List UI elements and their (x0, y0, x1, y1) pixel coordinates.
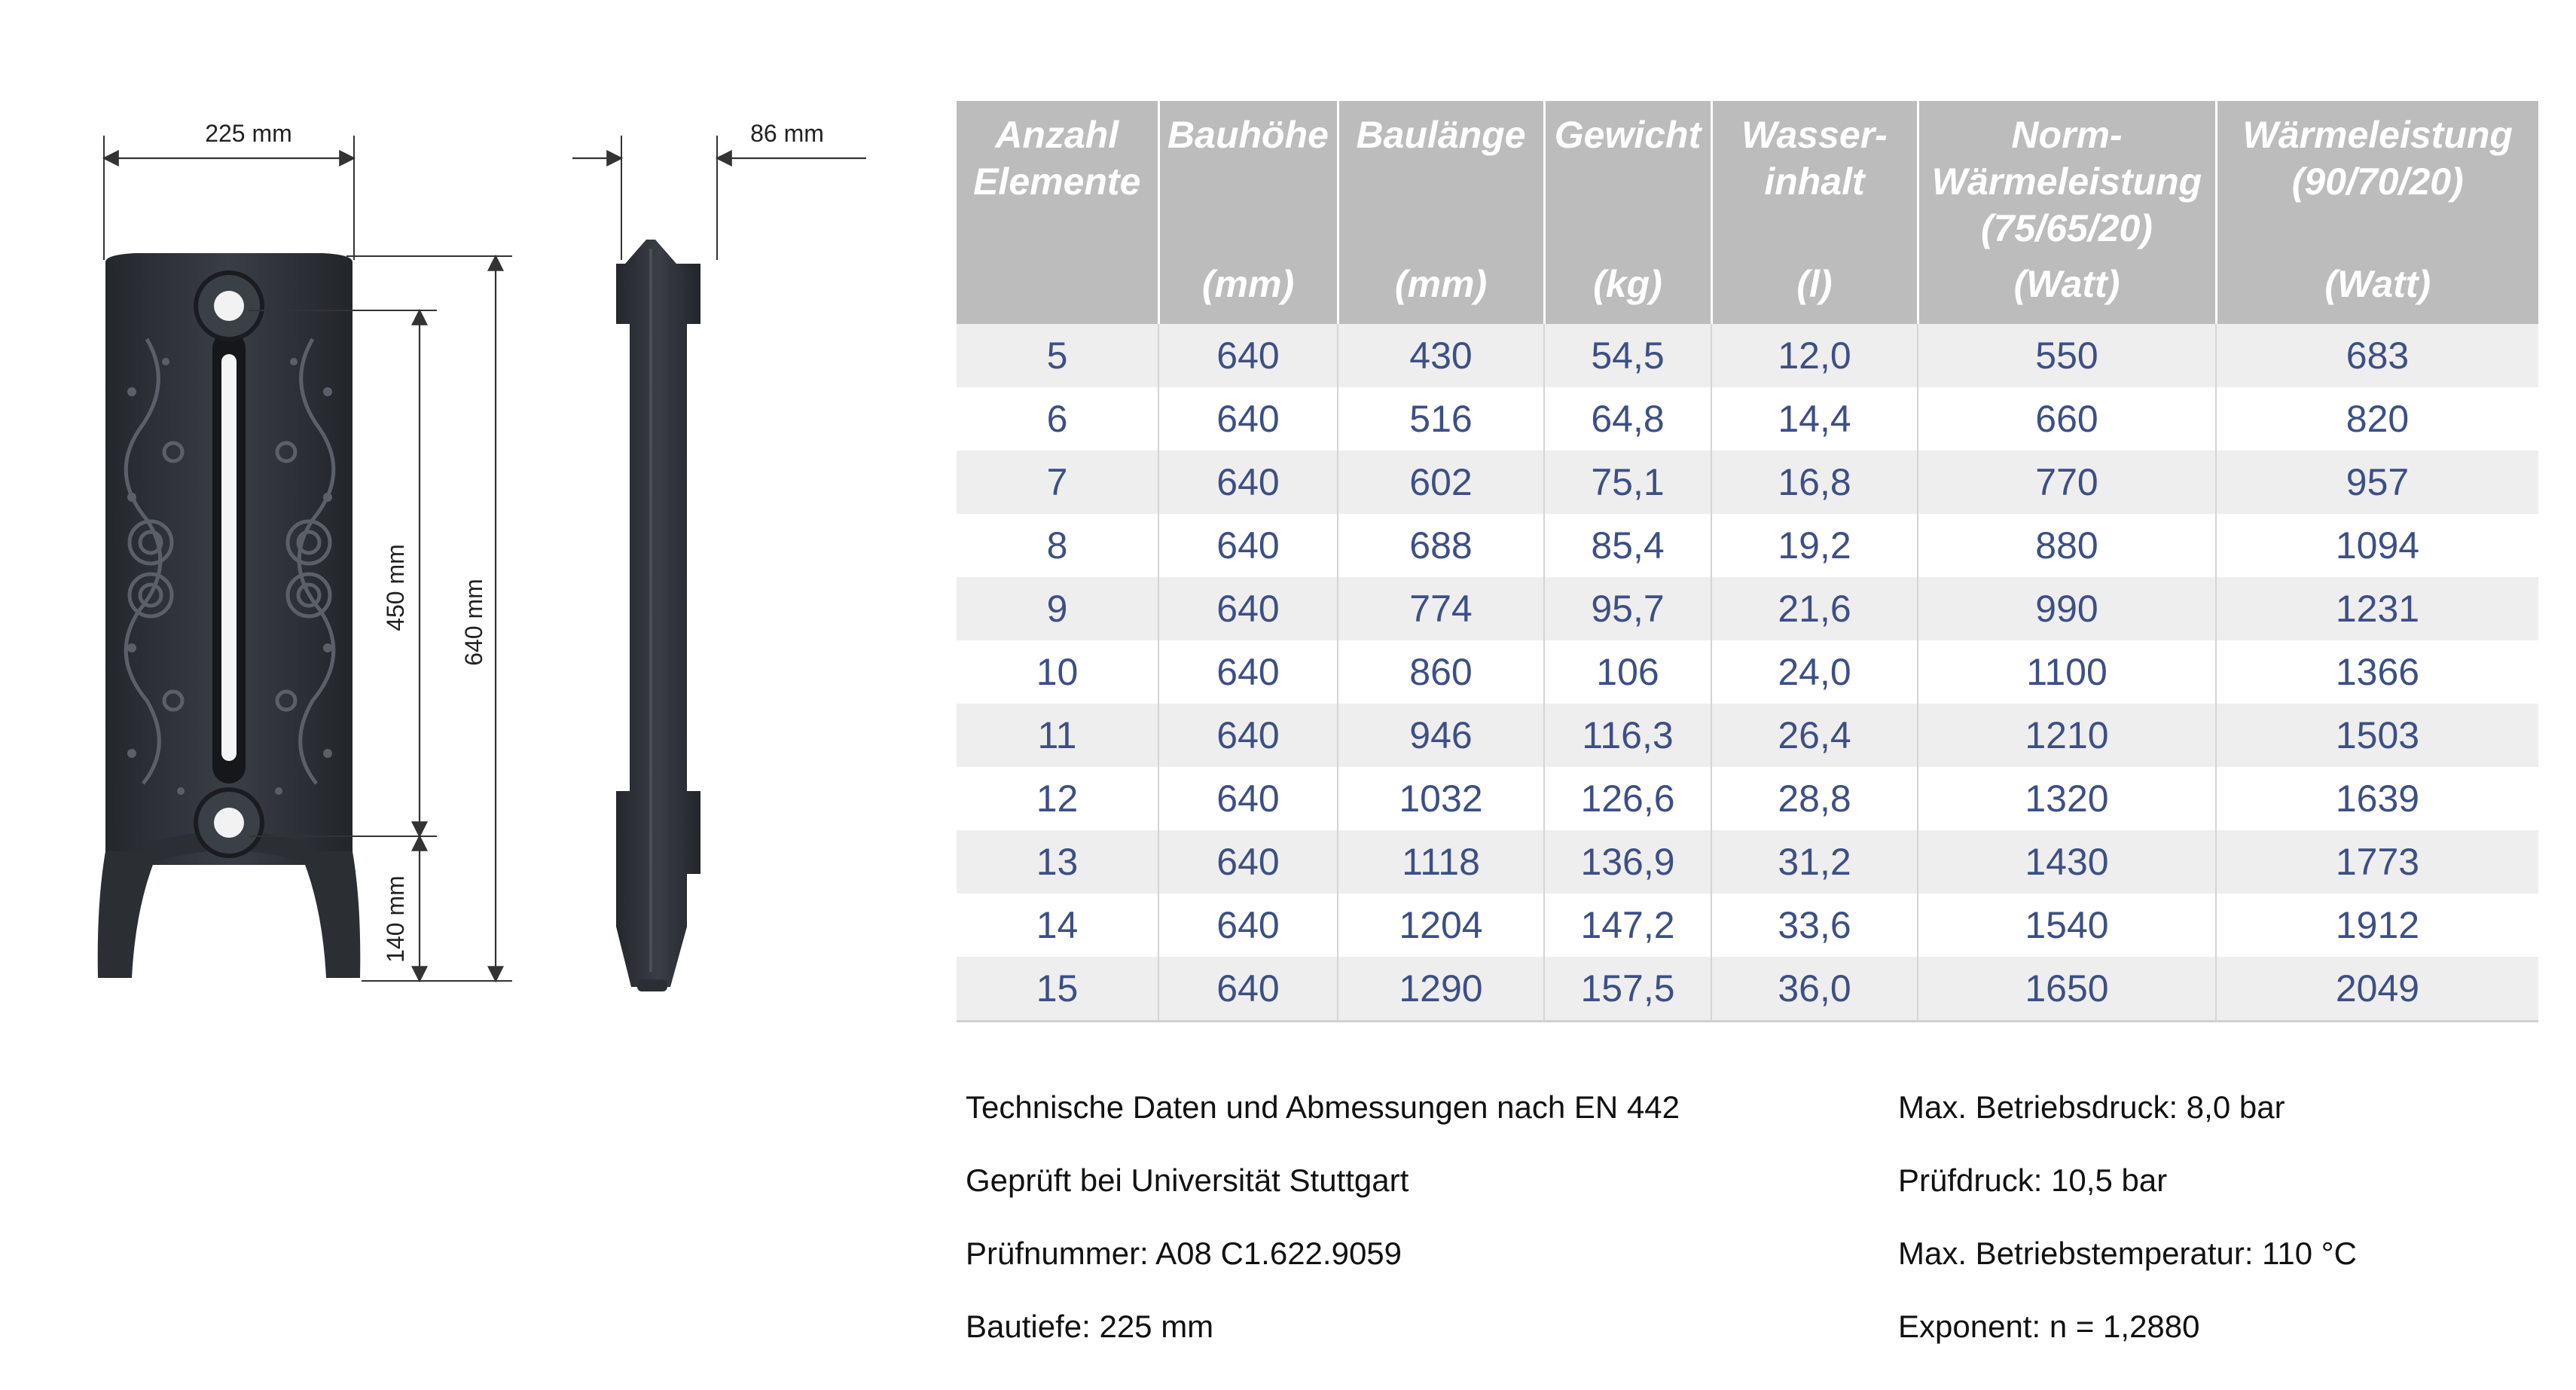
column-header-line: (75/65/20) (1981, 207, 2153, 249)
table-cell: 1773 (2216, 830, 2538, 894)
technical-data-table (957, 101, 2538, 1022)
table-cell: 1912 (2216, 894, 2538, 957)
side-dimensions (572, 120, 866, 260)
column-header-line: Elemente (973, 160, 1141, 203)
column-unit: (mm) (1201, 263, 1295, 305)
table-cell: 640 (1158, 577, 1338, 640)
table-cell: 15 (957, 957, 1158, 1022)
table-cell: 64,8 (1544, 387, 1711, 451)
table-cell: 946 (1338, 704, 1544, 767)
table-cell: 36,0 (1711, 957, 1918, 1022)
column-unit (957, 307, 1158, 313)
table-cell: 13 (957, 830, 1158, 894)
table-cell: 95,7 (1544, 577, 1711, 640)
table-row (957, 640, 2538, 704)
radiator-front-view (98, 253, 361, 978)
table-row (957, 514, 2538, 577)
table-cell: 1639 (2216, 767, 2538, 830)
table-cell: 14 (957, 894, 1158, 957)
table-cell: 640 (1158, 387, 1338, 451)
table-cell: 1366 (2216, 640, 2538, 704)
column-header (1918, 101, 2216, 324)
depth-dimension-label: 86 mm (750, 120, 824, 147)
foot-height-label: 140 mm (382, 875, 409, 963)
radiator-side-view (616, 240, 700, 991)
table-cell: 1118 (1338, 830, 1544, 894)
table-cell: 136,9 (1544, 830, 1711, 894)
radiator-drawings (0, 0, 919, 1390)
table-cell: 640 (1158, 830, 1338, 894)
table-row (957, 830, 2538, 894)
table-cell: 10 (957, 640, 1158, 704)
table-cell: 1094 (2216, 514, 2538, 577)
note-depth: Bautiefe: 225 mm (966, 1309, 1214, 1344)
table-row (957, 577, 2538, 640)
table-cell: 550 (1918, 324, 2216, 387)
column-header-line: Wärmeleistung (2242, 114, 2513, 156)
table-cell: 11 (957, 704, 1158, 767)
table-row (957, 387, 2538, 451)
table-cell: 957 (2216, 451, 2538, 514)
column-header (1544, 101, 1711, 324)
notes-left (966, 1074, 1680, 1366)
column-header (2216, 101, 2538, 324)
table-cell: 774 (1338, 577, 1544, 640)
table-cell: 6 (957, 387, 1158, 451)
column-header-line: inhalt (1764, 160, 1865, 203)
table-cell: 157,5 (1544, 957, 1711, 1022)
column-unit: (Watt) (2013, 263, 2120, 305)
table-cell: 880 (1918, 514, 2216, 577)
table-cell: 1540 (1918, 894, 2216, 957)
table-cell: 26,4 (1711, 704, 1918, 767)
total-height-label: 640 mm (460, 579, 487, 666)
column-unit: (mm) (1394, 263, 1488, 305)
table-cell: 1503 (2216, 704, 2538, 767)
table-cell: 54,5 (1544, 324, 1711, 387)
column-header (1338, 101, 1544, 324)
table-cell: 106 (1544, 640, 1711, 704)
table-cell: 1100 (1918, 640, 2216, 704)
table-cell: 126,6 (1544, 767, 1711, 830)
table-cell: 2049 (2216, 957, 2538, 1022)
note-max-pressure: Max. Betriebsdruck: 8,0 bar (1898, 1089, 2285, 1125)
table-cell: 1231 (2216, 577, 2538, 640)
table-cell: 820 (2216, 387, 2538, 451)
table-cell: 1430 (1918, 830, 2216, 894)
table-cell: 640 (1158, 514, 1338, 577)
column-header-line: (90/70/20) (2291, 160, 2464, 203)
table-cell: 1210 (1918, 704, 2216, 767)
note-tested-by: Geprüft bei Universität Stuttgart (966, 1162, 1409, 1198)
table-header-row (957, 101, 2538, 324)
table-cell: 640 (1158, 324, 1338, 387)
table-cell: 16,8 (1711, 451, 1918, 514)
table-cell: 640 (1158, 767, 1338, 830)
hub-distance-label: 450 mm (382, 544, 409, 631)
table-cell: 116,3 (1544, 704, 1711, 767)
table-cell: 28,8 (1711, 767, 1918, 830)
table-row (957, 324, 2538, 387)
table-cell: 640 (1158, 640, 1338, 704)
table-cell: 85,4 (1544, 514, 1711, 577)
table-cell: 1320 (1918, 767, 2216, 830)
table-cell: 31,2 (1711, 830, 1918, 894)
table-row (957, 451, 2538, 514)
column-header-line: Norm- (2011, 114, 2123, 156)
table-cell: 990 (1918, 577, 2216, 640)
table-cell: 14,4 (1711, 387, 1918, 451)
column-unit: (kg) (1593, 263, 1662, 305)
table-cell: 516 (1338, 387, 1544, 451)
notes-right (1898, 1074, 2357, 1366)
table-cell: 12 (957, 767, 1158, 830)
table-row (957, 957, 2538, 1022)
table-cell: 1204 (1338, 894, 1544, 957)
table-cell: 640 (1158, 894, 1338, 957)
note-max-temperature: Max. Betriebstemperatur: 110 °C (1898, 1236, 2357, 1271)
column-header-line: Wasser- (1741, 114, 1888, 156)
table-row (957, 704, 2538, 767)
note-test-number: Prüfnummer: A08 C1.622.9059 (966, 1236, 1402, 1271)
table-cell: 602 (1338, 451, 1544, 514)
table-cell: 1650 (1918, 957, 2216, 1022)
width-dimension-label: 225 mm (205, 120, 292, 147)
table-cell: 683 (2216, 324, 2538, 387)
table-cell: 640 (1158, 704, 1338, 767)
column-unit: (Watt) (2324, 263, 2431, 305)
table-cell: 24,0 (1711, 640, 1918, 704)
note-standard: Technische Daten und Abmessungen nach EN 442 (966, 1089, 1680, 1125)
table-cell: 5 (957, 324, 1158, 387)
table-cell: 640 (1158, 957, 1338, 1022)
table-cell: 147,2 (1544, 894, 1711, 957)
table-cell: 860 (1338, 640, 1544, 704)
column-header (1711, 101, 1918, 324)
column-header (1158, 101, 1338, 324)
table-cell: 19,2 (1711, 514, 1918, 577)
table-cell: 430 (1338, 324, 1544, 387)
table-cell: 688 (1338, 514, 1544, 577)
note-exponent: Exponent: n = 1,2880 (1898, 1309, 2200, 1344)
table-cell: 640 (1158, 451, 1338, 514)
column-header-line: Baulänge (1356, 114, 1526, 156)
column-unit: (l) (1796, 263, 1833, 305)
table-cell: 33,6 (1711, 894, 1918, 957)
column-header-line: Wärmeleistung (1931, 160, 2202, 203)
column-header-line: Bauhöhe (1167, 114, 1329, 156)
table-cell: 770 (1918, 451, 2216, 514)
table-cell: 7 (957, 451, 1158, 514)
table-cell: 12,0 (1711, 324, 1918, 387)
table-cell: 75,1 (1544, 451, 1711, 514)
table-row (957, 767, 2538, 830)
column-header-line: Anzahl (995, 114, 1119, 156)
table-cell: 1290 (1338, 957, 1544, 1022)
table-cell: 660 (1918, 387, 2216, 451)
table-cell: 1032 (1338, 767, 1544, 830)
table-cell: 9 (957, 577, 1158, 640)
note-test-pressure: Prüfdruck: 10,5 bar (1898, 1162, 2168, 1198)
table-cell: 21,6 (1711, 577, 1918, 640)
table-row (957, 894, 2538, 957)
column-header (957, 101, 1158, 324)
table-cell: 8 (957, 514, 1158, 577)
column-header-line: Gewicht (1554, 114, 1702, 156)
